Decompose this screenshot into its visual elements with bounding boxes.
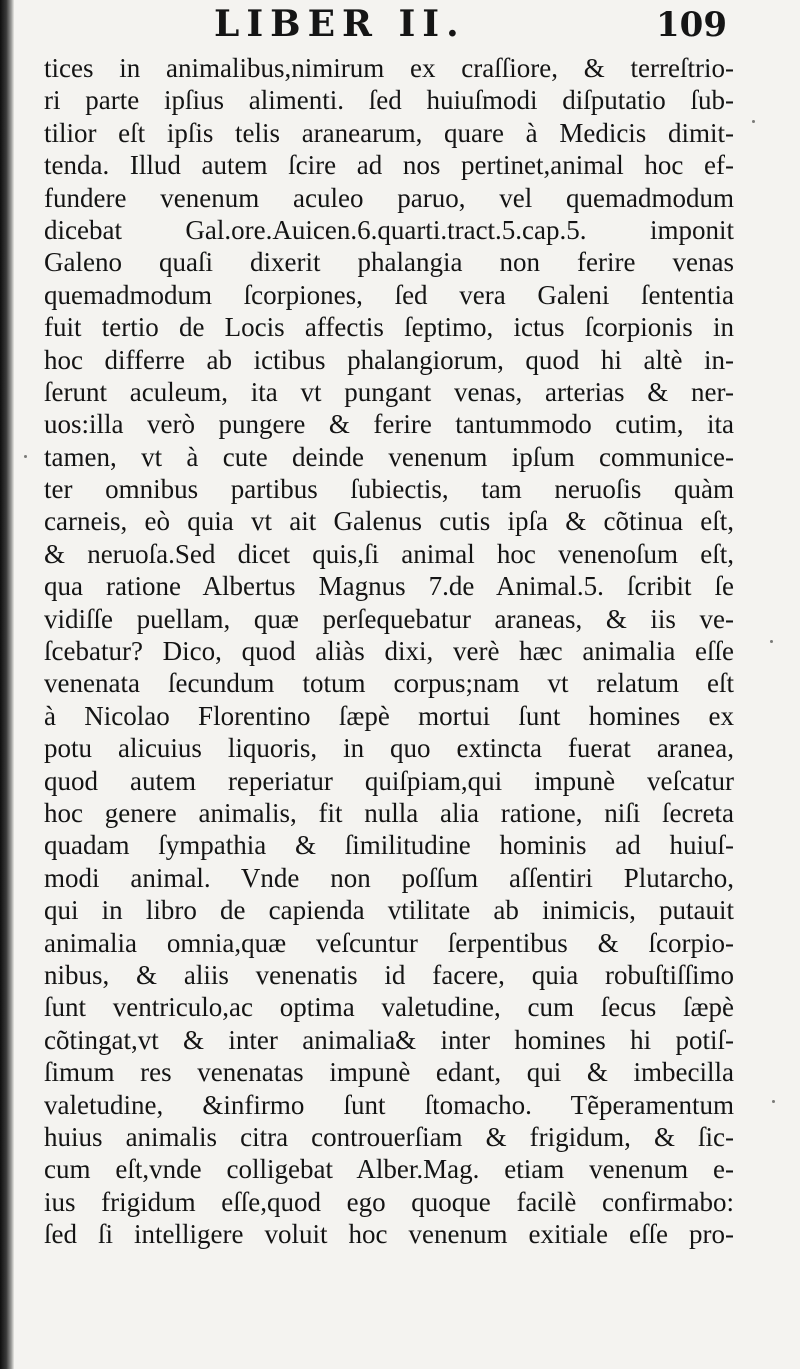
text-line: carneis, eò quia vt ait Galenus cutis ipſa & cõtinua eſt, [44,506,734,537]
page-number: 109 [656,5,727,45]
text-line: ſcebatur? Dico, quod aliàs dixi, verè hæc animalia eſſe [44,636,734,667]
text-line: vidiſſe puellam, quæ perſequebatur araneas, & iis ve- [44,603,734,634]
text-line: dicebat Gal.ore.Auicen.6.quarti.tract.5.cap.5. imponit [44,214,734,245]
text-line: & neruoſa.Sed dicet quis,ſi animal hoc venenoſum eſt, [44,538,734,569]
ink-speck [770,640,773,643]
text-line: tices in animalibus,nimirum ex craſſiore, & terreſtrio- [44,53,734,83]
text-line: ſunt ventriculo,ac optima valetudine, cum ſecus ſæpè [44,992,734,1023]
ink-speck [24,455,27,458]
text-line: huius animalis citra controuerſiam & frigidum, & ſic- [44,1121,734,1152]
text-line: nibus, & aliis venenatis id facere, quia robuſtiſſimo [44,959,734,990]
running-head-title: LIBER II. [214,3,466,45]
text-line: fuit tertio de Locis affectis ſeptimo, ictus ſcorpionis in [44,312,734,343]
text-line: potu alicuius liquoris, in quo extincta fuerat aranea, [44,733,734,764]
text-line: quemadmodum ſcorpiones, ſed vera Galeni ſententia [44,279,734,310]
text-line: uos:illa verò pungere & ferire tantummodo cutim, ita [44,409,734,440]
text-line: tilior eſt ipſis telis aranearum, quare à Medicis dimit- [44,117,734,148]
text-line: ſed ſi intelligere voluit hoc venenum exitiale eſſe pro- [44,1219,734,1250]
text-line: quod autem reperiatur quiſpiam,qui impunè veſcatur [44,765,734,796]
text-line: qui in libro de capienda vtilitate ab inimicis, putauit [44,895,734,926]
text-line: tenda. Illud autem ſcire ad nos pertinet,animal hoc ef- [44,150,734,181]
text-line: hoc differre ab ictibus phalangiorum, quod hi altè in- [44,344,734,375]
text-line: ri parte ipſius alimenti. ſed huiuſmodi diſputatio ſub- [44,85,734,116]
text-line: venenata ſecundum totum corpus;nam vt relatum eſt [44,668,734,699]
text-line: cõtingat,vt & inter animalia& inter homines hi potiſ- [44,1024,734,1055]
page-gutter-shadow [0,0,14,1369]
text-line: quadam ſympathia & ſimilitudine hominis ad huiuſ- [44,830,734,861]
text-line: ſimum res venenatas impunè edant, qui & imbecilla [44,1057,734,1088]
text-line: animalia omnia,quæ veſcuntur ſerpentibus & ſcorpio- [44,927,734,958]
text-line: valetudine, &infirmo ſunt ſtomacho. Tẽperamentum [44,1089,734,1120]
ink-speck [752,120,755,123]
ink-speck [772,1100,775,1103]
text-line: cum eſt,vnde colligebat Alber.Mag. etiam venenum e- [44,1154,734,1185]
body-text [44,52,734,1250]
text-line: ius frigidum eſſe,quod ego quoque facilè confirmabo: [44,1186,734,1217]
text-line: hoc genere animalis, fit nulla alia ratione, niſi ſecreta [44,797,734,828]
text-line: Galeno quaſi dixerit phalangia non ferire venas [44,247,734,278]
text-line: modi animal. Vnde non poſſum aſſentiri Plutarcho, [44,862,734,893]
running-head [0,2,800,46]
text-line: tamen, vt à cute deinde venenum ipſum communice- [44,441,734,472]
text-line: ſerunt aculeum, ita vt pungant venas, arterias & ner- [44,376,734,407]
text-line: à Nicolao Florentino ſæpè mortui ſunt homines ex [44,700,734,731]
text-line: ter omnibus partibus ſubiectis, tam neruoſis quàm [44,474,734,505]
text-line: qua ratione Albertus Magnus 7.de Animal.5. ſcribit ſe [44,571,734,602]
text-line: fundere venenum aculeo paruo, vel quemadmodum [44,182,734,213]
